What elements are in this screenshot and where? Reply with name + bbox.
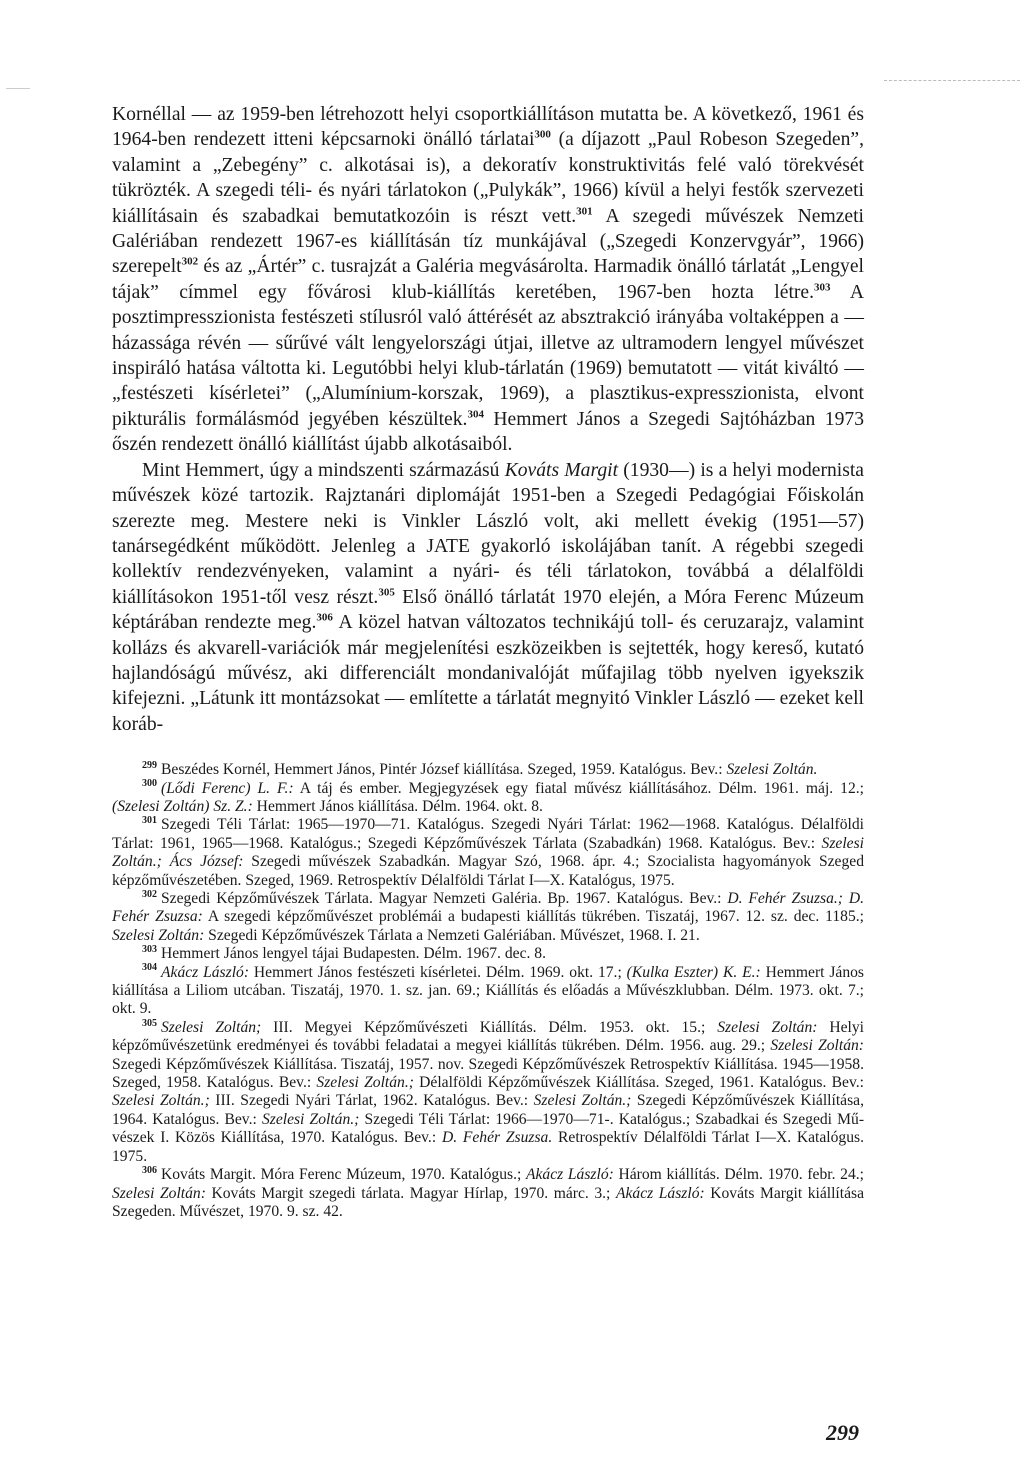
footnotes	[112, 761, 864, 1221]
footnote-author: (Kulka Eszter) K. E.:	[626, 963, 761, 981]
footnote-number: 302	[142, 888, 157, 900]
footnote-author: Szelesi Zoltán;	[161, 1018, 262, 1036]
footnote-301	[112, 816, 864, 890]
footnote-author: Akácz László:	[525, 1166, 614, 1184]
footnote-text: Hemmert János kiállítása a Liliom utcában. Tiszatáj, 1970. 1. sz. jan. 69.; Kiállítás és előadás a Művészklubban. Délm. 1973. okt. 7.; okt. 9.	[112, 963, 865, 1018]
footnote-text: Szegedi Képzőművészek Kiállítása. Tiszatáj, 1957. nov. Szegedi Képzőművészek Retrospektív Kiállítása. 1945—1958. Szeged, 1958. Katalógus. Bev.:	[112, 1055, 864, 1092]
scan-edge-mark-left	[6, 88, 30, 89]
footnote-ref-306[interactable]: 306	[316, 611, 333, 624]
paragraph-2-text-a: Mint Hemmert, úgy a mindszenti származású	[142, 459, 505, 481]
footnote-text: Hemmert János kiállítása. Délm. 1964. okt. 8.	[252, 797, 543, 815]
page-content	[112, 102, 864, 1221]
footnote-300	[112, 780, 864, 817]
footnote-text: A táj és ember. Megjegyzések egy fiatal művész kiállításához. Délm. 1961. máj. 12.;	[293, 779, 864, 797]
artist-name: Kováts Margit	[504, 459, 619, 481]
footnote-author: D. Fehér Zsuzsa.; D. Fehér Zsuzsa:	[112, 890, 865, 926]
paragraph-2-text-c: Első önálló tárlatát 1970 elején, a Móra Ferenc Múzeum képtárában rendezte meg.	[112, 586, 864, 634]
footnote-author: (Szelesi Zoltán) Sz. Z.:	[112, 797, 253, 815]
footnote-302	[112, 890, 864, 945]
footnote-299	[112, 761, 864, 779]
footnote-author: Szelesi Zoltán:	[717, 1018, 818, 1036]
paragraph-1-text-a: Kornéllal — az 1959-ben létrehozott helyi csoportkiállításon mutatta be. A következő, 1961 és 1964-ben rendezett itteni képcsarnoki önálló tárlatai	[112, 104, 864, 151]
footnote-text: III. Megyei Képzőművészeti Kiállítás. Délm. 1953. okt. 15.;	[261, 1018, 718, 1036]
paragraph-1-text-c: A szegedi művészek Nemzeti Galériában rendezett 1967-es kiállításán tíz munkájával („Szegedi Konzervgyár”, 1966) szerepelt	[112, 205, 864, 278]
footnote-text: Hemmert János festészeti kísérletei. Délm. 1969. okt. 17.;	[249, 963, 627, 981]
footnote-303	[112, 945, 864, 963]
footnote-author: Akácz László:	[615, 1184, 705, 1202]
footnote-text: Kováts Margit szegedi tárlata. Magyar Hírlap, 1970. márc. 3.;	[205, 1184, 616, 1202]
footnote-text: Helyi képzőművészetünk eredményei és további feladatai a megyei kiállítás tükrében. Délm. 1956. aug. 29.;	[112, 1018, 864, 1055]
footnote-number: 301	[142, 815, 157, 827]
footnote-ref-304[interactable]: 304	[467, 408, 484, 421]
footnote-text: Beszédes Kornél, Hemmert János, Pintér József kiállítása. Szeged, 1959. Katalógus. Bev.:	[161, 761, 727, 779]
footnote-author: (Lődi Ferenc) L. F.:	[161, 779, 294, 797]
footnote-author: Szelesi Zoltán:	[770, 1037, 864, 1055]
footnote-text: Kováts Margit. Móra Ferenc Múzeum, 1970. Katalógus.;	[161, 1166, 526, 1184]
footnote-number: 303	[142, 944, 157, 956]
paragraph-2-text-d: A közel hatvan változatos technikájú toll- és ceruzarajz, valamint kollázs és akvarell-variációk már megjelenítési eszközeikben is sejtették, hogy kereső, kutató hajlandóságú művész, aki differenciált mondanivalóját műfajilag több nyelven igyekszik kifejezni. „Látunk itt montázsokat — említette a tárlatát megnyitó Vinkler László — ezeket kell koráb-	[112, 612, 864, 735]
footnote-number: 305	[142, 1017, 157, 1029]
paragraph-1-text-e: A posztimpresszionista festészeti stílusról való áttérését az absztrakció irányába voltaképpen a — házassága révén — sűrűvé vált lengyelországi útjai, illetve az ultramodern lengyel művészet inspiráló hatása váltotta ki. Legutóbbi helyi klub-tárlatán (1969) bemutatott — vitát kiváltó — „festészeti kísérletei” („Alumínium-korszak, 1969), a plasztikus-expresszionista, elvont pikturális formálásmód jegyében készültek.	[112, 281, 865, 430]
footnote-ref-305[interactable]: 305	[378, 586, 395, 599]
footnote-number: 300	[142, 778, 157, 790]
footnote-ref-302[interactable]: 302	[181, 255, 199, 268]
paragraph-2	[112, 458, 864, 737]
paragraph-2-text-b: (1930—) is a helyi modernista művészek közé tartozik. Rajztanári diplomáját 1951-ben a Szegedi Pedagógiai Főiskolán szerezte meg. Mestere neki is Vinkler László volt, aki mellett évekig (1951—57) tanársegédként működött. Jelenleg a JATE gyakorló iskolájában tanít. A régebbi szegedi kollektív rendezvényeken, valamint a nyári- és téli tárlatokon, továbbá a délalföldi kiállításokon 1951-től vesz részt.	[112, 459, 864, 608]
footnote-author: Szelesi Zoltán:	[112, 926, 205, 944]
footnote-author: Akácz László:	[161, 963, 250, 981]
footnote-text: Szegedi művészek Szabadkán. Magyar Szó, 1968. ápr. 4.; Szocialista hagyományok Szeged képzőművészetében. Szeged, 1969. Retrospektív Délalföldi Tárlat I—X. Katalógus, 1975.	[112, 853, 864, 889]
footnote-text: Szegedi Képzőművészek Tárlata a Nemzeti Galériában. Művészet, 1968. I. 21.	[204, 926, 700, 944]
footnote-number: 299	[142, 759, 157, 771]
body-text	[112, 102, 864, 737]
footnote-306	[112, 1166, 864, 1221]
footnote-number: 306	[142, 1164, 157, 1176]
footnote-text: Három kiállítás. Délm. 1970. febr. 24.;	[613, 1166, 864, 1184]
paragraph-1-text-d: és az „Ártér” c. tusrajzát a Galéria megvásárolta. Harmadik önálló tárlatát „Lengyel tájak” címmel egy fővárosi klub-kiállítás keretében, 1967-ben hozta létre.	[112, 256, 864, 303]
footnote-text: Szegedi Képzőművészek Kiállítása, 1964. Katalógus. Bev.:	[112, 1092, 864, 1128]
footnote-author: Szelesi Zoltán.;	[112, 1092, 210, 1110]
footnote-text: Kováts Margit kiállítása Szegeden. Művészet, 1970. 9. sz. 42.	[112, 1184, 865, 1220]
footnote-author: Szelesi Zoltán.;	[316, 1074, 414, 1092]
scan-edge-mark	[884, 80, 1020, 81]
paragraph-1-text-b: (a díjazott „Paul Robeson Szegeden”, valamint a „Zebegény” c. alkotásai is), a dekoratív konstruktivitás felé való törekvését tükrözték. A szegedi téli- és nyári tárlatokon („Pulykák”, 1966) kívül a helyi festők szervezeti kiállításain és szabadkai bemutatkozóin is részt vett.	[112, 129, 864, 227]
footnote-author: Szelesi Zoltán.; Ács József:	[112, 834, 864, 871]
footnote-ref-300[interactable]: 300	[534, 128, 551, 141]
footnote-author: Szelesi Zoltán.	[726, 761, 818, 779]
footnote-text: Szegedi Téli Tárlat: 1966—1970—71-. Katalógus.; Szabadkai és Szegedi Művészek I. Közös Kiállítása, 1970. Katalógus. Bev.:	[112, 1110, 865, 1147]
paragraph-1-text-f: Hemmert János a Szegedi Sajtóházban 1973 őszén rendezett önálló kiállítást újabb alkotásaiból.	[112, 408, 864, 456]
footnote-text: Szegedi Képzőművészek Tárlata. Magyar Nemzeti Galéria. Bp. 1967. Katalógus. Bev.:	[161, 890, 728, 907]
footnote-text: Szegedi Téli Tárlat: 1965—1970—71. Katalógus. Szegedi Nyári Tárlat: 1962—1968. Katalógus. Délalföldi Tárlat: 1961, 1965—1968. Katalógus.; Szegedi Képzőművészek Tárlata (Szabadkán) 1968. Katalógus. Bev.:	[112, 816, 864, 852]
footnote-author: Szelesi Zoltán.;	[533, 1092, 632, 1110]
footnote-304	[112, 964, 864, 1019]
footnote-305	[112, 1019, 864, 1166]
footnote-author: D. Fehér Zsuzsa.	[441, 1129, 553, 1147]
footnote-author: Szelesi Zoltán.;	[261, 1110, 360, 1128]
footnote-text: Retrospektív Délalföldi Tárlat I—X. Katalógus. 1975.	[112, 1129, 864, 1165]
footnote-author: Szelesi Zoltán:	[112, 1184, 206, 1202]
footnote-ref-303[interactable]: 303	[814, 281, 831, 294]
paragraph-1	[112, 102, 864, 458]
footnote-text: Délalföldi Képzőművészek Kiállítása. Szeged, 1961. Katalógus. Bev.:	[413, 1074, 864, 1092]
footnote-text: Hemmert János lengyel tájai Budapesten. Délm. 1967. dec. 8.	[161, 945, 546, 963]
footnote-number: 304	[142, 962, 157, 974]
footnote-text: III. Szegedi Nyári Tárlat, 1962. Katalógus. Bev.:	[209, 1092, 534, 1110]
footnote-ref-301[interactable]: 301	[576, 205, 593, 218]
page-number: 299	[826, 1420, 859, 1445]
footnote-text: A szegedi képzőművészet problémái a budapesti kiállítás tükrében. Tiszatáj, 1967. 12. sz. dec. 1185.;	[202, 908, 864, 926]
